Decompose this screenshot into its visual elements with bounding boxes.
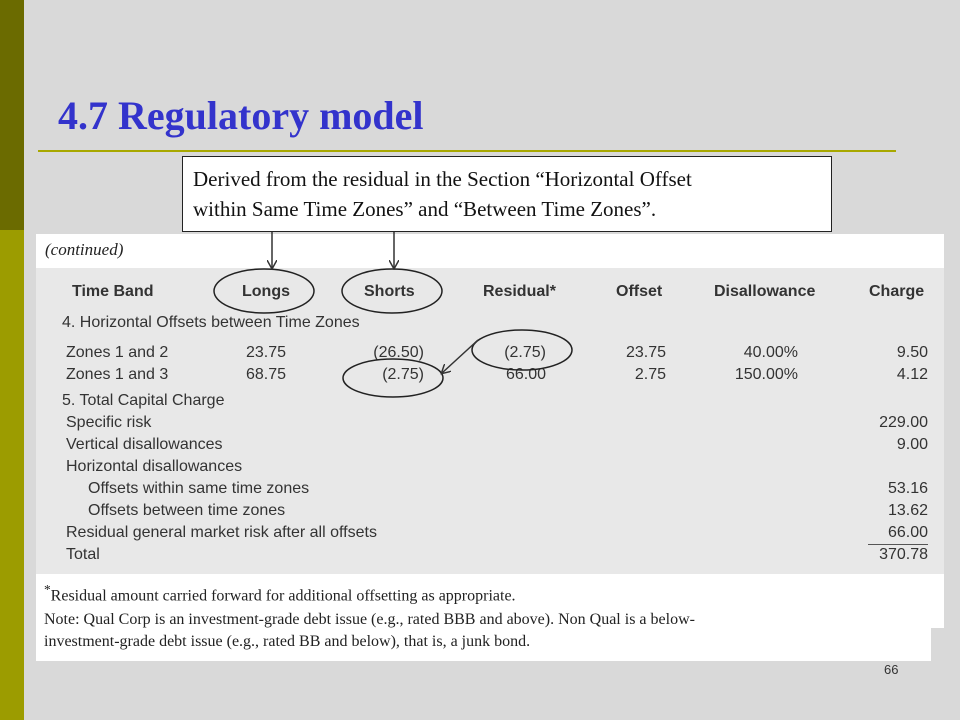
callout-box (182, 156, 832, 232)
footnote-note-line-1: Note: Qual Corp is an investment-grade debt issue (e.g., rated BBB and above). Non Qual is a below- (44, 611, 695, 629)
footnote-note-line-2: investment-grade debt issue (e.g., rated BB and below), that is, a junk bond. (36, 628, 931, 661)
table-row: Total 370.78 (66, 546, 928, 563)
callout-line-1: Derived from the residual in the Section “Horizontal Offset (193, 167, 692, 191)
capital-charge-table (36, 268, 944, 574)
table-row: Specific risk 229.00 (66, 414, 928, 431)
section-4-title: 4. Horizontal Offsets between Time Zones (62, 314, 360, 331)
table-row: Horizontal disallowances (66, 458, 243, 475)
section-5-title: 5. Total Capital Charge (62, 392, 225, 409)
header-time-band: Time Band (72, 283, 154, 300)
header-charge: Charge (869, 283, 925, 300)
table-row: Residual general market risk after all offsets 66.00 (66, 524, 928, 541)
callout-line-2: within Same Time Zones” and “Between Time Zones”. (193, 197, 657, 221)
continued-label: (continued) (36, 234, 944, 268)
header-residual: Residual* (483, 283, 556, 300)
header-offset: Offset (616, 283, 663, 300)
footnote-box (36, 574, 944, 628)
footnote-residual: *Residual amount carried forward for additional offsetting as appropriate. (44, 582, 516, 605)
header-disallowance: Disallowance (714, 283, 816, 300)
title-divider (38, 150, 896, 152)
left-accent-bar-light (0, 230, 24, 720)
table-row: Zones 1 and 2 23.75 (26.50) (2.75) 23.75 40.00% 9.50 (66, 344, 928, 361)
table-row: Vertical disallowances 9.00 (66, 436, 928, 453)
table-row: Zones 1 and 3 68.75 (2.75) 66.00 2.75 150.00% 4.12 (66, 366, 928, 383)
slide-title: 4.7 Regulatory model (58, 93, 424, 138)
table-row: Offsets within same time zones 53.16 (88, 480, 928, 497)
page-number: 66 (884, 662, 899, 677)
footnote-marker: * (44, 582, 51, 597)
left-accent-bar-dark (0, 0, 24, 230)
header-longs: Longs (242, 283, 290, 300)
table-row: Offsets between time zones 13.62 (88, 502, 928, 519)
header-shorts: Shorts (364, 283, 415, 300)
table-header-row (36, 281, 944, 303)
